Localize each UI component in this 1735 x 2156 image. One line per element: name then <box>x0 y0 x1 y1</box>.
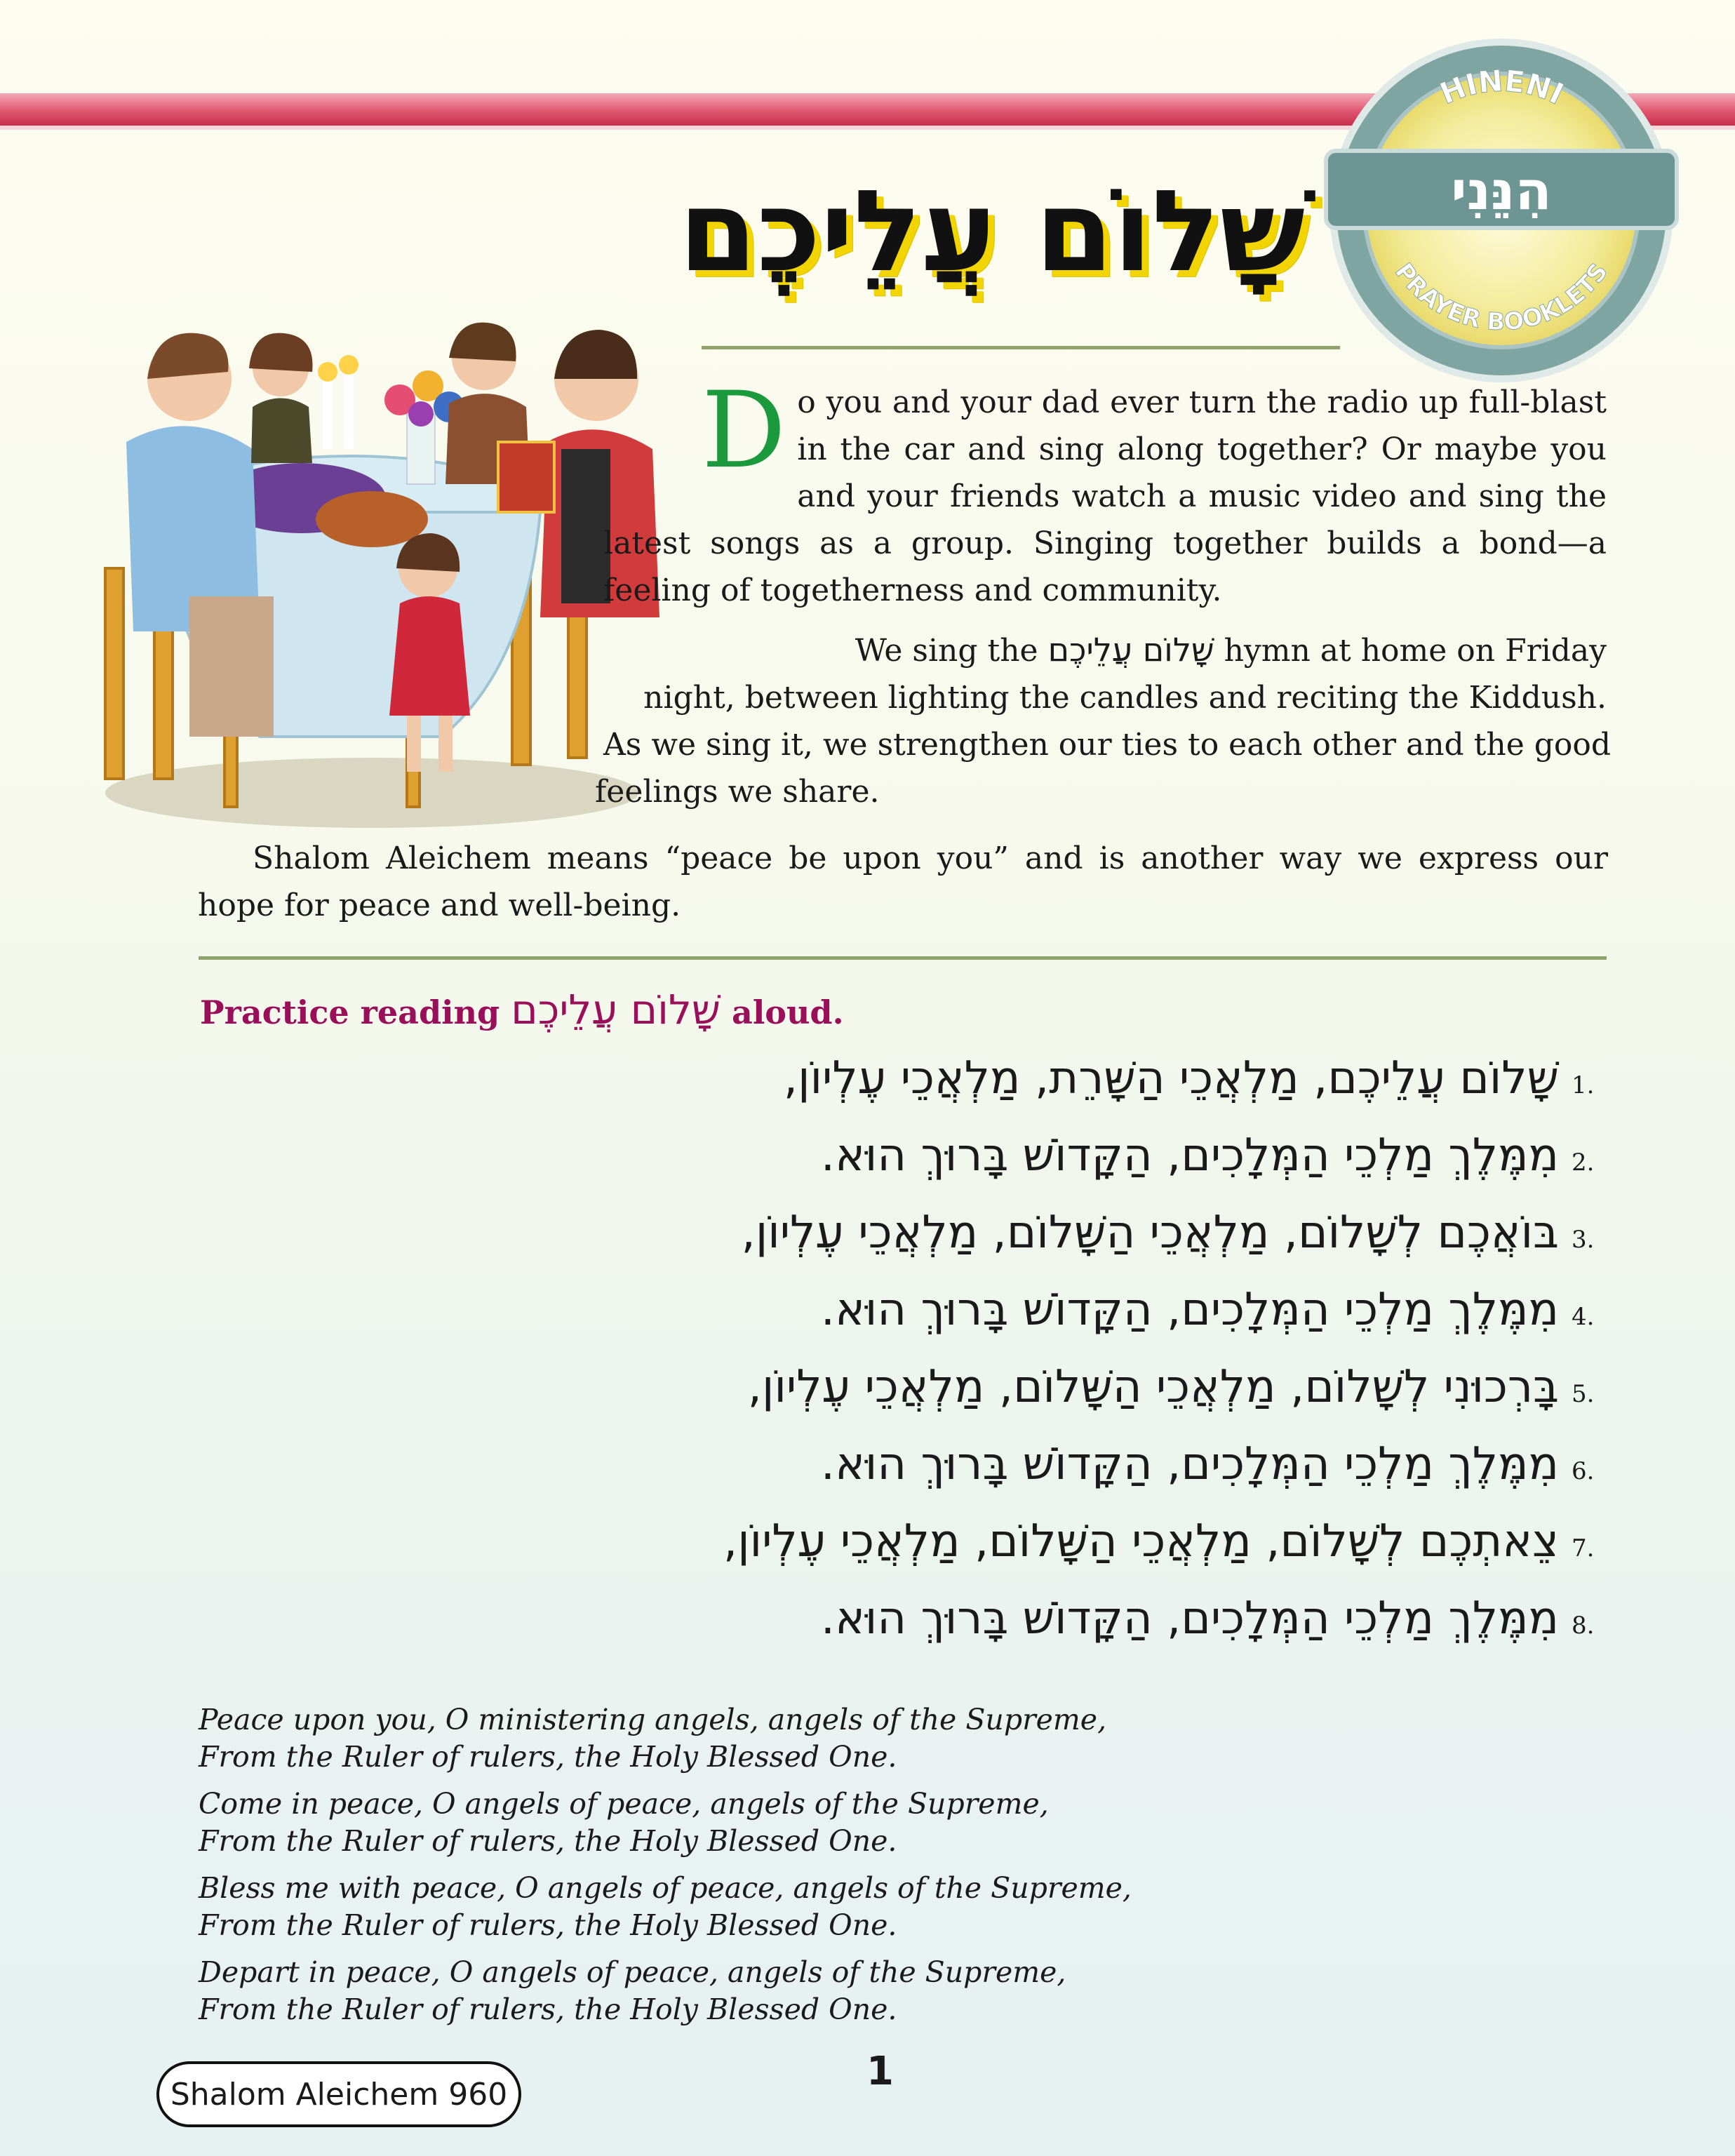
p2-before: We sing the <box>855 633 1038 669</box>
practice-heading <box>200 986 844 1033</box>
translation-line: From the Ruler of rulers, the Holy Blessed One. <box>199 1740 897 1774</box>
paragraph-shabbat <box>595 627 1612 815</box>
verse-number: 8. <box>1572 1612 1595 1640</box>
verse-text: מִמֶּלֶךְ מַלְכֵי הַמְּלָכִים, הַקָּדוֹשׁ בָּרוּךְ הוּא. <box>820 1284 1559 1336</box>
translation-stanza <box>199 1786 1251 1860</box>
verse-text: מִמֶּלֶךְ מַלְכֵי הַמְּלָכִים, הַקָּדוֹשׁ בָּרוּךְ הוּא. <box>820 1593 1559 1645</box>
translation-line: Peace upon you, O ministering angels, angels of the Supreme, <box>199 1703 1107 1736</box>
translation-line: From the Ruler of rulers, the Holy Blessed One. <box>199 1824 897 1858</box>
intro-paragraph <box>603 370 1607 614</box>
verse-text: בָּרְכוּנִי לְשָׁלוֹם, מַלְאֲכֵי הַשָּׁלוֹם, מַלְאֲכֵי עֶלְיוֹן, <box>747 1361 1559 1413</box>
verse-text: שָׁלוֹם עֲלֵיכֶם, מַלְאֲכֵי הַשָּׁרֵת, מַלְאֲכֵי עֶלְיוֹן, <box>783 1052 1559 1104</box>
footer-label: Shalom Aleichem 960 <box>156 2061 521 2127</box>
drop-cap: D <box>702 370 786 492</box>
verse-text: צֵאתְכֶם לְשָׁלוֹם, מַלְאֲכֵי הַשָּׁלוֹם, מַלְאֲכֵי עֶלְיוֹן, <box>723 1515 1559 1567</box>
paragraph-line <box>603 627 1607 674</box>
verse-line <box>821 1438 1614 1515</box>
english-translation <box>199 1701 1251 2038</box>
divider-top <box>702 346 1340 349</box>
paragraph-meaning <box>198 835 1608 929</box>
badge-bottom-text: PRAYER BOOKLETS <box>1389 257 1614 337</box>
hineni-badge <box>1319 28 1684 393</box>
badge-top-text: HINENI <box>1435 63 1569 112</box>
practice-before: Practice reading <box>200 993 500 1031</box>
translation-stanza <box>199 1870 1251 1944</box>
translation-stanza <box>199 1701 1251 1776</box>
translation-line: Depart in peace, O angels of peace, angels of the Supreme, <box>199 1955 1066 1989</box>
translation-line: Come in peace, O angels of peace, angels of the Supreme, <box>199 1787 1049 1821</box>
verse-number: 4. <box>1572 1303 1595 1331</box>
practice-after: aloud. <box>732 993 844 1031</box>
paragraph-line: feelings we share. <box>595 774 880 810</box>
verse-text: בּוֹאֲכֶם לְשָׁלוֹם, מַלְאֲכֵי הַשָּׁלוֹם, מַלְאֲכֵי עֶלְיוֹן, <box>741 1207 1559 1259</box>
translation-line: Bless me with peace, O angels of peace, angels of the Supreme, <box>199 1871 1132 1905</box>
p3-text: Shalom Aleichem means “peace be upon you” and is another way we express our hope for peace and well-being. <box>198 841 1608 923</box>
verse-line <box>821 1593 1614 1670</box>
verse-line <box>821 1284 1614 1361</box>
p2-after: hymn at home on Friday <box>1224 633 1607 669</box>
page-number: 1 <box>866 2049 894 2094</box>
verse-number: 7. <box>1572 1534 1595 1562</box>
verse-number: 6. <box>1572 1457 1595 1485</box>
verse-line <box>821 1130 1614 1207</box>
verse-number: 2. <box>1572 1149 1595 1177</box>
verse-line <box>784 1052 1614 1130</box>
divider-middle <box>199 956 1607 960</box>
verse-line <box>741 1207 1614 1284</box>
verse-number: 3. <box>1572 1226 1595 1254</box>
page-title: שָׁלוֹם עֲלֵיכֶם <box>678 166 1305 297</box>
verse-line <box>748 1361 1614 1438</box>
verse-line <box>723 1515 1614 1593</box>
badge-hebrew: הִנֵּנִי <box>1451 159 1552 222</box>
verse-text: מִמֶּלֶךְ מַלְכֵי הַמְּלָכִים, הַקָּדוֹשׁ בָּרוּךְ הוּא. <box>820 1130 1559 1181</box>
p2-hebrew: שָׁלוֹם עֲלֵיכֶם <box>1047 631 1214 669</box>
translation-line: From the Ruler of rulers, the Holy Blessed One. <box>199 1908 897 1942</box>
practice-hebrew: שָׁלוֹם עֲלֵיכֶם <box>511 986 721 1033</box>
paragraph-line: night, between lighting the candles and reciting the Kiddush. <box>643 680 1607 716</box>
shabbat-dinner-illustration <box>77 302 681 835</box>
intro-text: o you and your dad ever turn the radio up full-blast in the car and sing along together? Or maybe you and your friends watch a music video and sing the latest songs as a group. Singing together builds a bond—a feeling of togetherness and community. <box>603 384 1607 608</box>
translation-stanza <box>199 1954 1251 2028</box>
verse-number: 1. <box>1572 1071 1595 1099</box>
verse-text: מִמֶּלֶךְ מַלְכֵי הַמְּלָכִים, הַקָּדוֹשׁ בָּרוּךְ הוּא. <box>820 1438 1559 1490</box>
translation-line: From the Ruler of rulers, the Holy Blessed One. <box>199 1993 897 2026</box>
paragraph-line: As we sing it, we strengthen our ties to each other and the good <box>603 727 1612 763</box>
verse-number: 5. <box>1572 1380 1595 1408</box>
